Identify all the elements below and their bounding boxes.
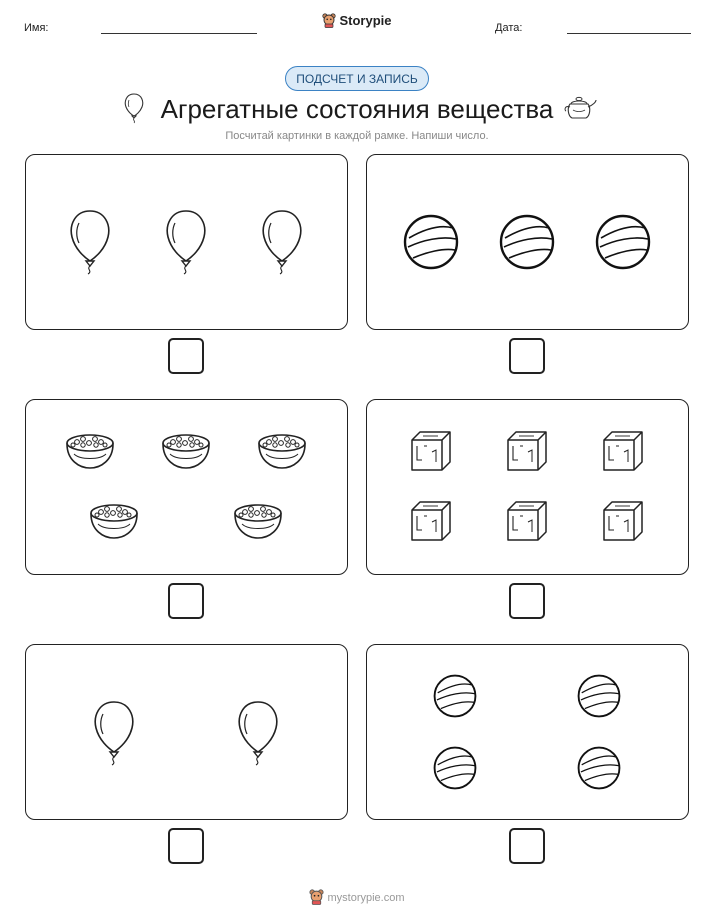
ice-cube-icon	[408, 498, 454, 544]
brand	[0, 13, 714, 31]
ball-icon	[577, 674, 621, 718]
answer-box-2[interactable]	[509, 338, 545, 374]
cereal-bowl-icon	[160, 430, 212, 470]
brand-name: Storypie	[339, 13, 392, 28]
answer-box-4[interactable]	[509, 583, 545, 619]
storypie-logo-icon	[309, 889, 324, 908]
date-line[interactable]	[567, 33, 691, 34]
answer-box-3[interactable]	[168, 583, 204, 619]
storypie-logo-icon	[322, 13, 336, 31]
answer-box-1[interactable]	[168, 338, 204, 374]
ball-icon	[433, 674, 477, 718]
ice-cube-icon	[504, 498, 550, 544]
cereal-bowl-icon	[64, 430, 116, 470]
instructions: Посчитай картинки в каждой рамке. Напиши число.	[225, 130, 489, 142]
ice-cube-icon	[504, 428, 550, 474]
ball-icon	[499, 214, 555, 270]
teapot-icon	[563, 92, 597, 122]
page-title: Агрегатные состояния вещества	[160, 94, 554, 124]
panel-5	[25, 644, 348, 820]
answer-box-5[interactable]	[168, 828, 204, 864]
balloon-icon	[163, 209, 209, 275]
date-label: Дата:	[495, 22, 523, 34]
cereal-bowl-icon	[256, 430, 308, 470]
balloon-icon	[91, 700, 137, 766]
ice-cube-icon	[600, 498, 646, 544]
balloon-icon	[67, 209, 113, 275]
category-badge: ПОДСЧЕТ И ЗАПИСЬ	[285, 66, 429, 91]
panel-3	[25, 399, 348, 575]
ball-icon	[595, 214, 651, 270]
name-line[interactable]	[101, 33, 257, 34]
ice-cube-icon	[600, 428, 646, 474]
ball-icon	[577, 746, 621, 790]
name-label: Имя:	[24, 22, 49, 34]
footer-url[interactable]: mystorypie.com	[327, 892, 405, 904]
ball-icon	[403, 214, 459, 270]
balloon-icon	[259, 209, 305, 275]
ice-cube-icon	[408, 428, 454, 474]
cereal-bowl-icon	[88, 500, 140, 540]
panel-6	[366, 644, 689, 820]
cereal-bowl-icon	[232, 500, 284, 540]
balloon-icon	[235, 700, 281, 766]
panel-4	[366, 399, 689, 575]
footer	[0, 889, 714, 908]
ball-icon	[433, 746, 477, 790]
answer-box-6[interactable]	[509, 828, 545, 864]
